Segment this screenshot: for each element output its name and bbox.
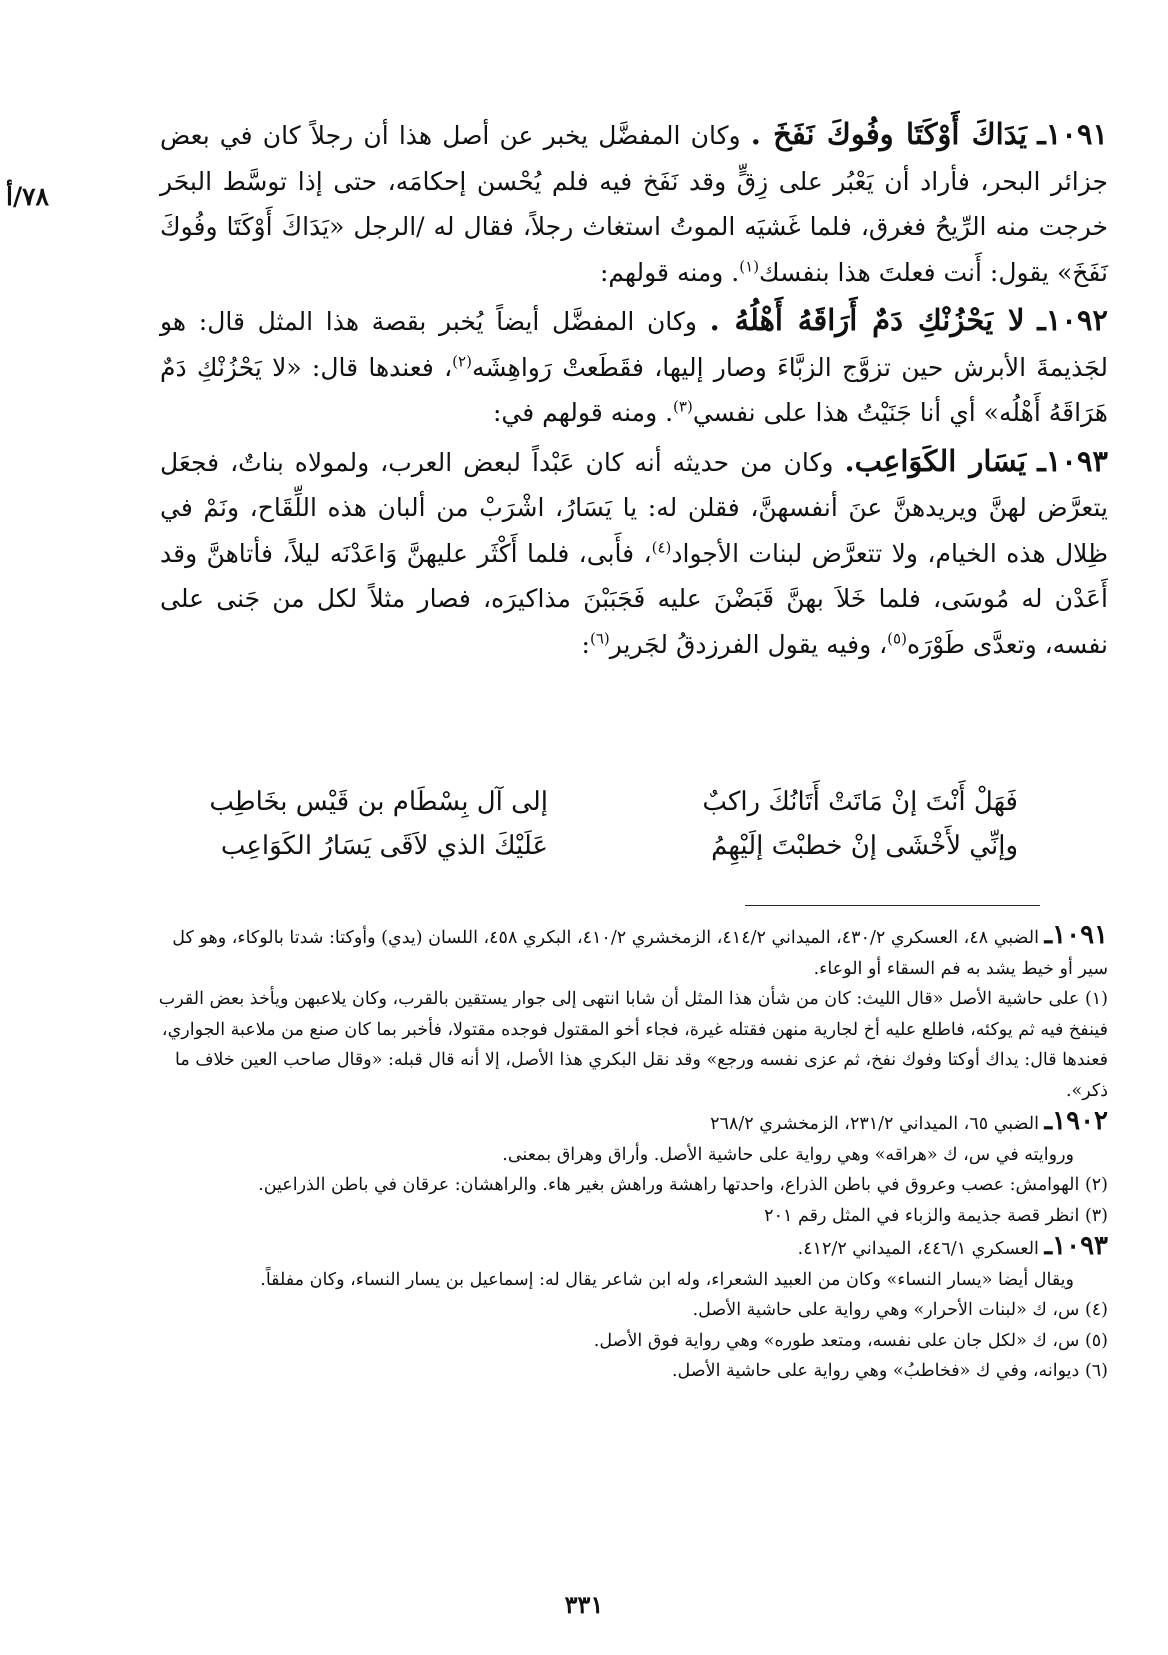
verse-first-hemistich: وإنِّي لأَخْشَى إنْ خطبْتَ إلَيْهِمُ: [711, 831, 1018, 861]
folio-margin-note: ٧٨/أ: [6, 182, 49, 211]
verse-line: [138, 780, 1018, 824]
entry-1091: [160, 112, 1108, 295]
footnote-text: على حاشية الأصل «قال الليث: كان من شأن هذا المثل أن شابا انتهى إلى جوار يستقين بالقرب، وكان يلاعبهن ويأخذ بعض القرب فينفخ فيه ثم يوكئه، فاطلع عليه أخ لجارية منهن فقتله غيرة، فجاء أخو المقتول فوجده مقتولا، فأخبر بما كان صنع من ملاعبة الجواري، فعندها قال: يداك أوكتا وفوك نفخ، ثم عزى نفسه ورجع» وقد نقل البكري هذا الأصل، إلا أنه قال قبله: «وقال صاحب العين خلاف ما ذكر».: [158, 989, 1108, 1101]
footnote-text: س، ك «لبنات الأحرار» وهي رواية على حاشية الأصل.: [692, 1300, 1080, 1320]
entry-text: وكان المفضَّل أيضاً يُخبر بقصة هذا المثل قال: هو لجَذيمةَ الأبرش حين تزوَّج الزبَّاءَ وصار إليها، فقَطَعتْ رَواهِشَه: [160, 307, 1108, 382]
footnote-ref[interactable]: (٦): [589, 629, 610, 648]
footnote-text: س، ك «لكل جان على نفسه، ومتعد طوره» وهي رواية فوق الأصل.: [593, 1330, 1080, 1351]
verse-second-hemistich: عَلَيْكَ الذي لاَقَى يَسَارُ الكَوَاعِب: [220, 831, 548, 861]
entry-text: :: [581, 629, 590, 659]
footnote: [148, 1356, 1108, 1387]
footnote-ref[interactable]: (٢): [452, 352, 472, 371]
entry-number: ١٠٩٢ـ: [1037, 303, 1108, 337]
footnote-number: (٥): [1084, 1330, 1108, 1351]
entry-text: وكان المفضَّل يخبر عن أصل هذا أن رجلاً كان في بعض جزائر البحر، فأراد أن يَعْبُر على زِقٍّ وقد نَفَخ فيه فلم يُحْسن إحكامَه، حتى إذا توسَّط البحَر خرجت منه الرِّيحُ فغرق، فلما غَشيَه الموتُ استغاث رجلاً، فقال له /الرجل «يَدَاكَ أَوْكَتَا وفُوكَ نَفَخَ» يقول: أَنت فعلتَ هذا بنفسك: [160, 121, 1108, 287]
footnote: [148, 1170, 1108, 1201]
footnote-number: ١٠٩٣ـ: [1044, 1231, 1108, 1261]
footnote: [148, 920, 1108, 984]
footnote-text: الضبي ٦٥، الميداني ٢٣١/٢، الزمخشري ٢٦٨/٢: [710, 1114, 1039, 1134]
footnote-divider: [745, 905, 1040, 906]
footnote: [148, 1231, 1108, 1265]
footnotes: [148, 920, 1108, 1387]
footnote: [148, 1295, 1108, 1326]
entry-number: ١٠٩٣ـ: [1037, 443, 1109, 478]
footnote-text: وروايته في س، ك «هراقه» وهي رواية على حاشية الأصل. وأراق وهراق بمعنى.: [502, 1144, 1074, 1165]
footnote-ref[interactable]: (١): [739, 257, 760, 276]
footnote-number: (٢): [1084, 1175, 1108, 1195]
footnote: [148, 1326, 1108, 1357]
footnote-number: (١): [1084, 989, 1108, 1009]
footnote-text: الهوامش: عصب وعروق في باطن الذراع، واحدتها راهشة وراهش بغير هاء. والراهشان: عرقان في باطن الذراعين.: [258, 1175, 1080, 1195]
footnote-text: ديوانه، وفي ك «فخاطبُ» وهي رواية على حاشية الأصل.: [671, 1361, 1080, 1381]
footnote-number: (٣): [1084, 1205, 1108, 1226]
entry-1093: [160, 439, 1108, 668]
footnote-text: العسكري ٤٤٦/١، الميداني ٤١٢/٢.: [797, 1239, 1039, 1259]
page-number: ٣٣١: [564, 1590, 604, 1619]
footnote-number: (٦): [1084, 1361, 1108, 1381]
main-text: [160, 112, 1108, 667]
footnote: [148, 1201, 1108, 1232]
entry-text: . ومنه قولهم في:: [492, 398, 674, 427]
entry-text: وكان من حديثه أنه كان عَبْداً لبعض العرب، ولمولاه بناتٌ، فجعَل يتعرَّض لهنَّ ويريدهنَّ عنَ أنفسهنَّ، فقلن له: يا يَسَارُ، اشْرَبْ من ألبان هذه اللِّقَاح، ونَمْ في ظِلال هذه الخيام، ولا تتعرَّض لبنات الأجواد: [160, 447, 1108, 568]
footnote-text: انظر قصة جذيمة والزباء في المثل رقم ٢٠١: [764, 1205, 1080, 1226]
proverb-title: يَسَار الكَوَاعِب.: [844, 443, 1027, 478]
entry-1092: [160, 298, 1108, 436]
footnote-text: الضبي ٤٨، العسكري ٤٣٠/٢، الميداني ٤١٤/٢، الزمخشري ٤١٠/٢، البكري ٤٥٨، اللسان (يدي) وأوكتا: شدتا بالوكاء، وهو كل سير أو خيط يشد به فم السقاء أو الوعاء.: [172, 928, 1108, 979]
entry-number: ١٠٩١ـ: [1037, 117, 1108, 151]
footnote-text: ويقال أيضا «يسار النساء» وكان من العبيد الشعراء، وله ابن شاعر يقال له: إسماعيل بن يسار النساء، وكان مفلقاً.: [260, 1269, 1074, 1290]
footnote-number: ١٩٠٢ـ: [1044, 1106, 1108, 1136]
footnote: [148, 984, 1108, 1106]
footnote-ref[interactable]: (٥): [887, 629, 907, 648]
footnote: [148, 1106, 1108, 1140]
footnote: [148, 1140, 1108, 1171]
footnote-number: ١٠٩١ـ: [1044, 920, 1108, 950]
entry-text: ، فأَبى، فلما أَكْثَر عليهنَّ وَاعَدْنَه ليلاً، فأتاهنَّ وقد أَعَدْن له مُوسَى، فلما خَلاَ بهنَّ قَبَضْنَ عليه فَجَبَبْنَ مذاكيرَه، فصار مثلاً لكل من جَنى على نفسه، وتعدَّى طَوْرَه: [160, 538, 1108, 659]
poem-verses: [138, 780, 1018, 868]
proverb-title: يَدَاكَ أَوْكَتَا وفُوكَ نَفَخَ .: [750, 117, 1028, 151]
verse-first-hemistich: فَهَلْ أَنْتَ إنْ مَاتَتْ أَتَانُكَ راكبٌ: [702, 787, 1018, 817]
footnote-ref[interactable]: (٤): [651, 538, 672, 557]
footnote: [148, 1265, 1108, 1296]
proverb-title: لا يَحْزُنْكِ دَمٌ أَرَاقَهُ أَهْلُهُ .: [709, 303, 1025, 337]
verse-line: [138, 824, 1018, 868]
entry-text: ، فعندها قال: «لا يَحْزُنْكِ دَمٌ هَرَاقَهُ أَهْلُه» أي أنا جَنَيْتُ هذا على نفسي: [160, 352, 1108, 427]
entry-text: . ومنه قولهم:: [599, 257, 740, 287]
footnote-number: (٤): [1084, 1300, 1108, 1320]
entry-text: ، وفيه يقول الفرزدقُ لجَرير: [609, 629, 888, 659]
verse-second-hemistich: إلى آل بِسْطَام بن قَيْس بخَاطِب: [209, 787, 548, 817]
footnote-ref[interactable]: (٣): [673, 397, 693, 416]
